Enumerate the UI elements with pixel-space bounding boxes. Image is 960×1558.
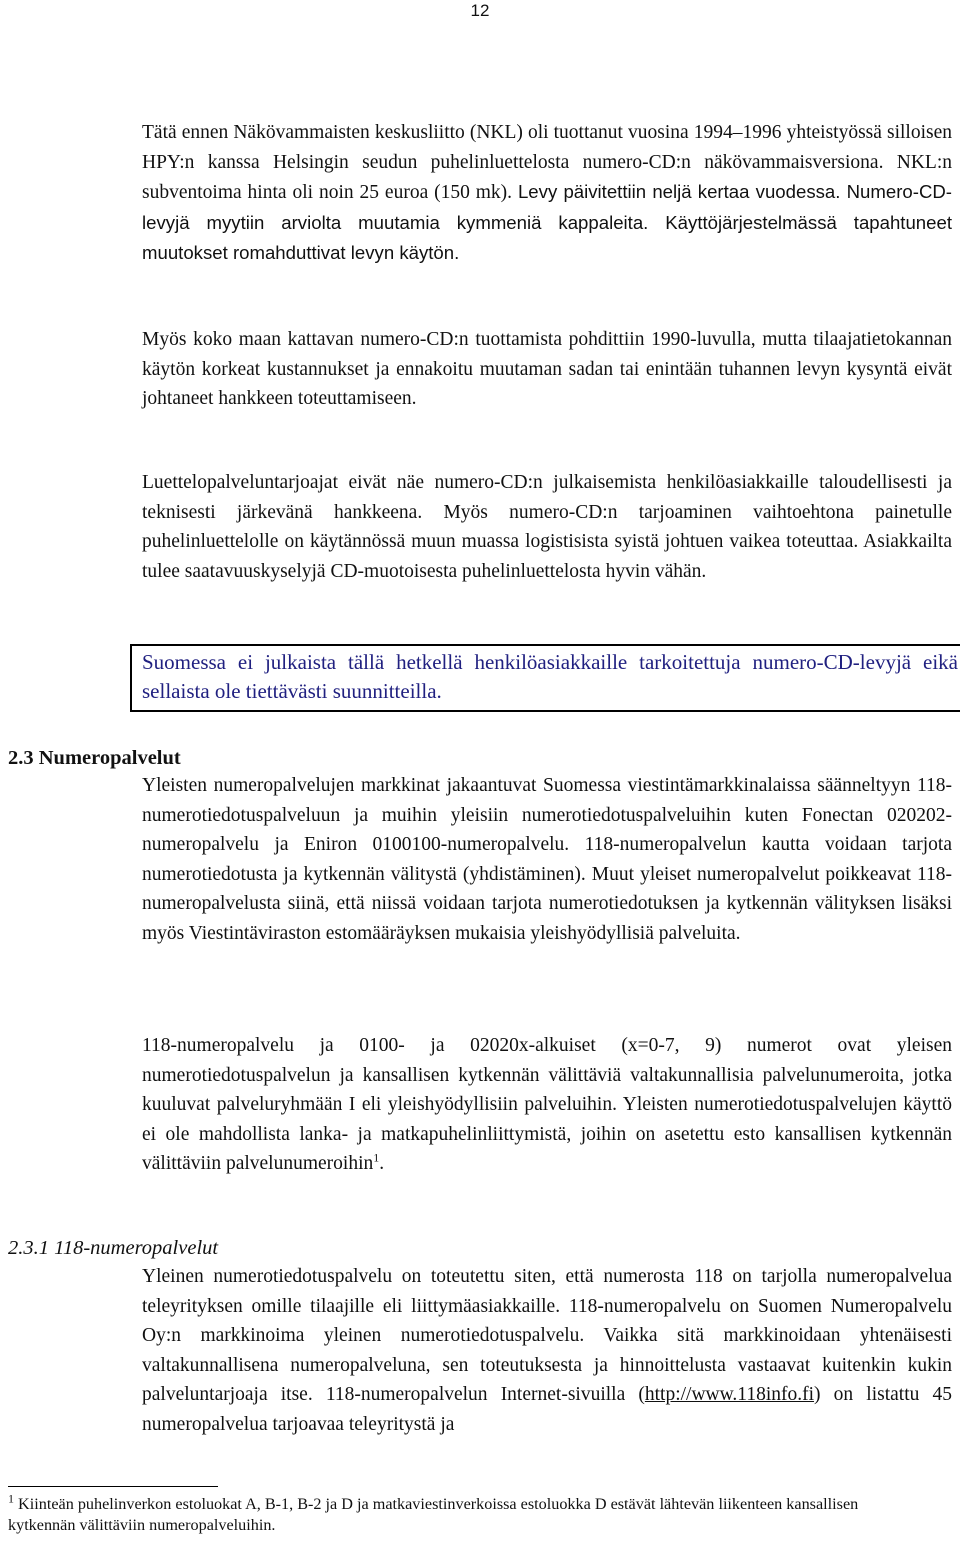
- 118info-link[interactable]: http://www.118info.fi: [644, 1384, 815, 1406]
- highlighted-conclusion-box: Suomessa ei julkaista tällä hetkellä henkilöasiakkaille tarkoitettuja numero-CD-levyjä eikä sellaista ole tiettävästi suunnitteilla.: [130, 644, 960, 712]
- paragraph-nkl-history-sans: Levy päivitettiin neljä kertaa vuodessa. Numero-CD-levyjä myytiin arviolta muutamia kymmeniä kappaleita. Käyttöjärjestelmässä tapahtuneet muutokset romahduttivat levyn käytön.: [142, 181, 952, 264]
- page-number: 12: [470, 1, 490, 20]
- paragraph-nkl-history: [142, 118, 952, 269]
- footnote-marker: 1: [8, 1491, 14, 1506]
- paragraph-numeropalvelut-market: Yleisten numeropalvelujen markkinat jakaantuvat Suomessa viestintämarkkinalaissa säänneltyyn 118-numerotiedotuspalveluun ja muihin yleisiin numerotiedotuspalveluihin kuten Fonectan 020202-numeropalvelu ja Eniron 0100100-numeropalvelu. 118-numeropalvelun kautta voidaan tarjota numerotiedotusta ja kytkennän välitystä (yhdistäminen). Muut yleiset numeropalvelut poikkeavat 118-numeropalvelusta siinä, että niissä voidaan tarjota numerotiedotuksen ja kytkennän välityksen lisäksi myös Viestintäviraston estomääräyksen mukaisia yleishyödyllisiä palveluita.: [142, 775, 952, 944]
- footnote-divider: [8, 1486, 218, 1487]
- footnote-text: Kiinteän puhelinverkon estoluokat A, B-1, B-2 ja D ja matkaviestinverkoissa estoluokka D estävät lähtevän liikenteen kansallisen kytkennän välittäviin numeropalveluihin.: [8, 1495, 859, 1534]
- section-heading-2-3-1: 2.3.1 118-numeropalvelut: [8, 1237, 219, 1259]
- paragraph-118-service: [142, 1262, 952, 1440]
- paragraph-118-service-text: Yleinen numerotiedotuspalvelu on toteutettu siten, että numerosta 118 on tarjolla numeropalvelua teleyrityksen omille tilaajille eli liittymäasiakkaille. 118-numeropalvelu on Suomen Numeropalvelu Oy:n markkinoima yleinen numerotiedotuspalvelu. Vaikka sitä markkinoidaan yhtenäisesti valtakunnallisena numeropalveluna, sen toteutuksesta ja hinnoittelusta vastaavat kuitenkin kukin palveluntarjoaja itse. 118-numeropalvelun Internet-sivuilla (: [142, 1266, 952, 1406]
- paragraph-service-numbers-text: 118-numeropalvelu ja 0100- ja 02020x-alkuiset (x=0-7, 9) numerot ovat yleisen numerotiedotuspalvelun ja kansallisen kytkennän välittäviä valtakunnallisia palvelunumeroita, jotka kuuluvat palveluryhmään I eli yleishyödyllisiin palveluihin. Yleisten numerotiedotuspalvelujen käyttö ei ole mahdollista lanka- ja matkapuhelinliittymistä, joihin on asetettu esto kansallisen kytkennän välittäviin palvelunumeroihin: [142, 1035, 952, 1175]
- footnote-1: [8, 1491, 928, 1536]
- paragraph-nationwide-cd: Myös koko maan kattavan numero-CD:n tuottamista pohdittiin 1990-luvulla, mutta tilaajatietokannan käytön korkeat kustannukset ja ennakoitu muutaman sadan tai enintään tuhannen levyn kysyntä eivät johtaneet hankkeen toteuttamiseen.: [142, 329, 952, 410]
- paragraph-118-service-end: ) on listattu 45 numeropalvelua tarjoavaa teleyritystä ja: [142, 1384, 953, 1435]
- paragraph-service-numbers: [142, 1031, 952, 1179]
- footnote-reference[interactable]: 1: [373, 1150, 380, 1165]
- section-heading-2-3: 2.3 Numeropalvelut: [8, 747, 181, 769]
- paragraph-service-numbers-end: .: [379, 1153, 385, 1175]
- paragraph-nkl-history-serif: Tätä ennen Näkövammaisten keskusliitto (NKL) oli tuottanut vuosina 1994–1996 yhteistyössä silloisen HPY:n kanssa Helsingin seudun puhelinluettelosta numero-CD:n näkövammaisversiona. NKL:n subventoima hinta oli noin 25 euroa (150 mk).: [142, 122, 952, 204]
- paragraph-directory-providers: Luettelopalveluntarjoajat eivät näe numero-CD:n julkaisemista henkilöasiakkaille taloudellisesti ja teknisesti järkevänä hankkeena. Myös numero-CD:n tarjoaminen vaihtoehtona painetulle puhelinluettelolle on käytännössä muun muassa logistisista syistä johtuen vaikea toteuttaa. Asiakkailta tulee saatavuuskyselyjä CD-muotoisesta puhelinluettelosta hyvin vähän.: [142, 472, 952, 582]
